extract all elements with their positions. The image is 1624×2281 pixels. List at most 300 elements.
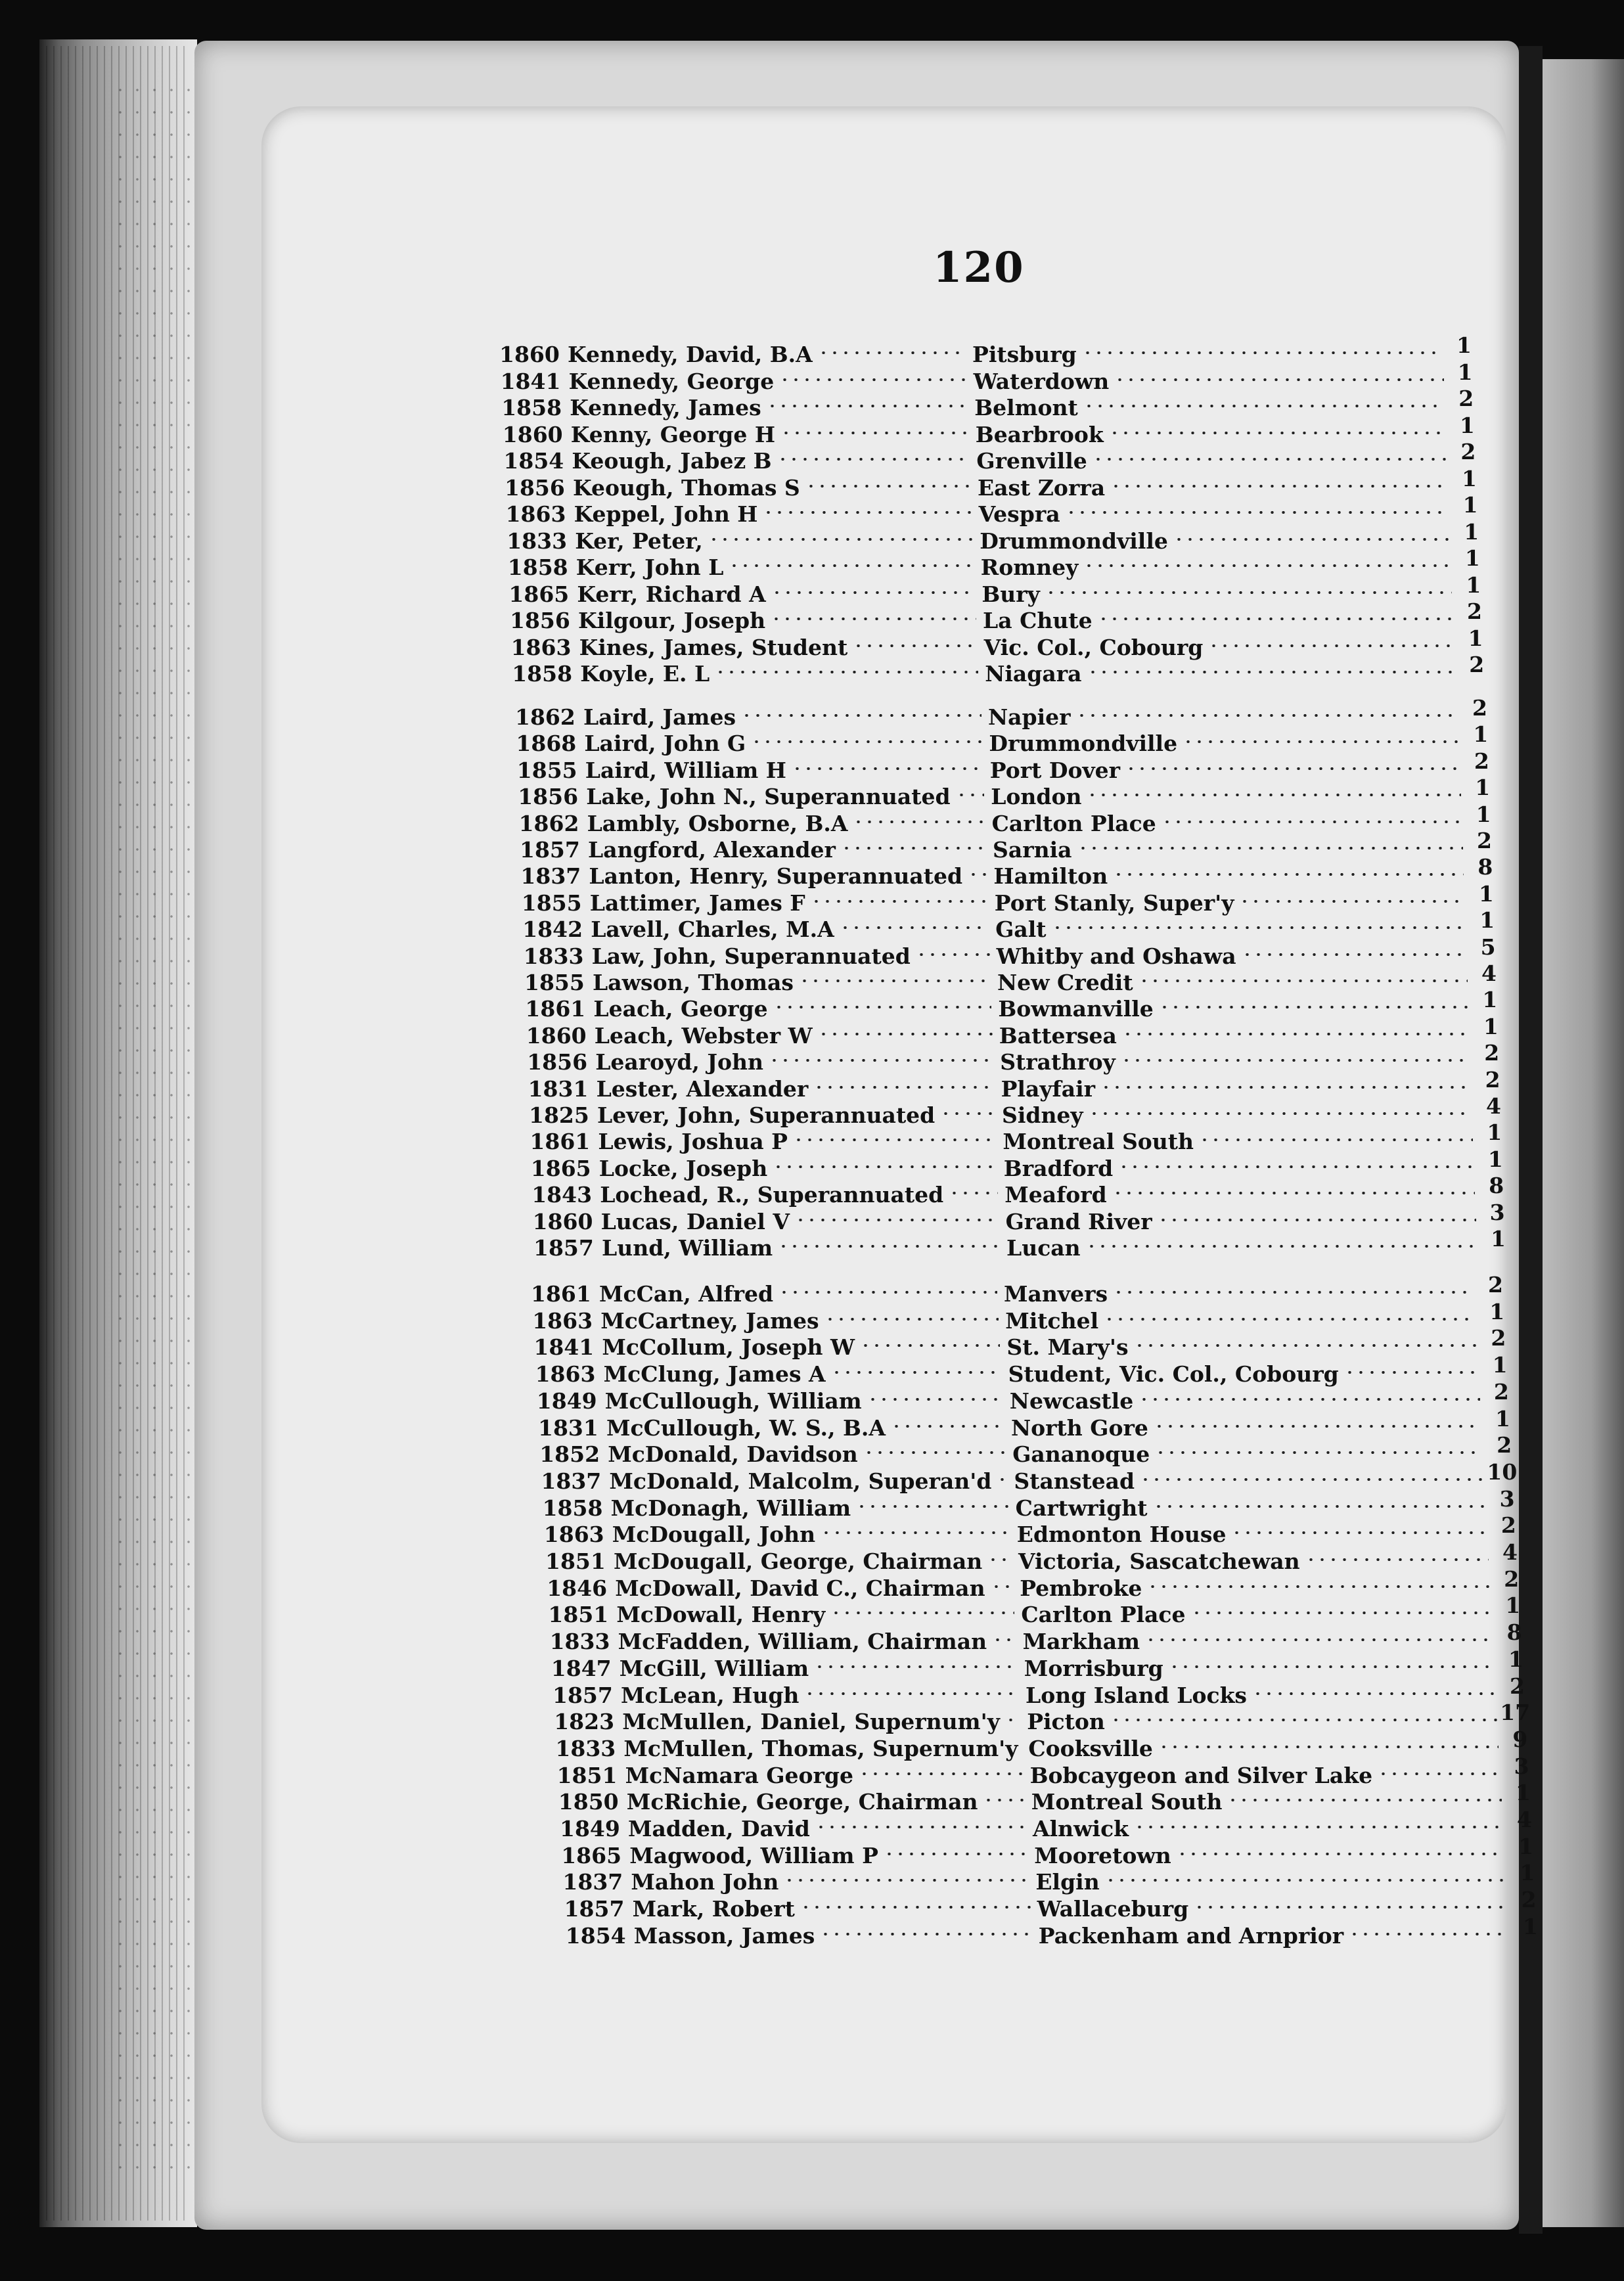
entry-count: 1 [1489, 1298, 1505, 1324]
entry-count: 2 [1484, 1040, 1500, 1066]
entry-place: Bradford [1003, 1155, 1114, 1181]
list-item [542, 1485, 1568, 1522]
entry-year: 1861 [531, 1281, 591, 1307]
entry-name: Ker, Peter, [575, 528, 703, 554]
entry-place: Pitsburg [972, 342, 1077, 367]
dot-leader [1098, 618, 1453, 620]
dot-leader [814, 1665, 1018, 1668]
entry-count: 3 [1489, 1199, 1505, 1225]
dot-leader [1122, 1033, 1470, 1035]
entry-count: 1 [1508, 1646, 1523, 1672]
entry-name: McMullen, Thomas, Supernum'y [623, 1735, 1018, 1761]
entry-name: Keough, Jabez B [572, 448, 772, 474]
entry-year: 1837 [541, 1468, 602, 1494]
dot-leader [824, 1318, 999, 1321]
dot-leader [968, 873, 987, 876]
list-item [545, 1539, 1570, 1575]
list-item [530, 1119, 1554, 1155]
entry-count: 4 [1517, 1807, 1532, 1832]
dot-leader [767, 405, 968, 407]
entry-count: 2 [1458, 386, 1474, 411]
entry-name: Lever, John, Superannuated [597, 1102, 936, 1128]
dot-leader [1191, 1612, 1492, 1614]
list-item [543, 1512, 1569, 1548]
entry-place: Bury [981, 581, 1040, 607]
dot-leader [792, 767, 983, 770]
dot-leader [1052, 926, 1466, 929]
dot-leader [1134, 1344, 1477, 1347]
list-item [508, 572, 1533, 608]
list-item [510, 598, 1535, 634]
entry-place: Niagara [985, 661, 1082, 687]
entry-place: Lucan [1006, 1235, 1081, 1261]
entry-count: 2 [1485, 1066, 1500, 1093]
dot-leader [1231, 1531, 1487, 1534]
entry-place: Long Island Locks [1026, 1682, 1248, 1708]
entry-year: 1856 [518, 784, 579, 810]
list-item [562, 1860, 1587, 1895]
entry-year: 1857 [564, 1896, 625, 1922]
entry-place: Bowmanville [998, 996, 1154, 1022]
entry-year: 1841 [500, 368, 561, 394]
entry-place: Mooretown [1034, 1842, 1171, 1868]
entry-count: 2 [1500, 1512, 1516, 1539]
dot-leader [997, 1478, 1007, 1481]
entry-count: 8 [1489, 1173, 1504, 1199]
list-item [501, 386, 1526, 421]
dot-leader [1344, 1371, 1479, 1374]
list-item [503, 439, 1528, 474]
list-item [531, 1173, 1556, 1208]
dot-leader [1158, 1219, 1476, 1221]
dot-leader [1139, 1398, 1480, 1401]
entry-name: Law, John, Superannuated [591, 943, 911, 969]
entry-year: 1863 [535, 1361, 596, 1388]
dot-leader [1139, 980, 1468, 982]
dot-leader [815, 1826, 1026, 1828]
entry-name: McDougall, George, Chairman [614, 1548, 983, 1574]
dot-leader [811, 900, 988, 903]
dot-leader [820, 1933, 1031, 1935]
entry-year: 1857 [520, 837, 580, 863]
entry-place: Gananoque [1012, 1441, 1150, 1468]
entry-count: 1 [1464, 518, 1479, 545]
entry-name: Locke, Joseph [598, 1155, 768, 1181]
entry-count: 2 [1467, 598, 1482, 624]
entry-name: Kennedy, David, B.A [568, 342, 813, 367]
list-item [536, 1378, 1562, 1414]
dot-leader [793, 1139, 996, 1141]
list-item [561, 1833, 1586, 1869]
entry-count: 8 [1506, 1619, 1522, 1646]
dot-leader [1045, 591, 1453, 594]
entry-place: Pembroke [1020, 1575, 1142, 1601]
entry-name: Keppel, John H [574, 501, 758, 527]
entry-name: McCullough, William [604, 1388, 862, 1414]
entry-year: 1831 [528, 1075, 589, 1102]
list-item [560, 1807, 1585, 1842]
entry-year: 1861 [530, 1129, 591, 1155]
entry-count: 1 [1479, 907, 1495, 934]
entry-count: 2 [1460, 439, 1476, 464]
dot-leader [1242, 953, 1467, 956]
entry-name: Magwood, William P [629, 1842, 878, 1868]
entry-name: Lanton, Henry, Superannuated [589, 863, 963, 890]
list-item [499, 332, 1524, 368]
entry-place: Manvers [1004, 1281, 1108, 1307]
entry-count: 3 [1499, 1485, 1515, 1512]
entry-place: Montreal South [1031, 1789, 1223, 1815]
entry-name: McCullough, W. S., B.A [606, 1414, 886, 1441]
entry-name: McNamara George [625, 1762, 853, 1788]
entry-place: Edmonton House [1016, 1522, 1227, 1548]
page-number: 120 [933, 243, 1025, 292]
entry-name: Lochead, R., Superannuated [600, 1182, 944, 1208]
dot-leader [1158, 1746, 1499, 1748]
list-item [510, 625, 1536, 661]
entry-year: 1831 [538, 1414, 598, 1441]
dot-leader [1105, 1879, 1506, 1882]
entry-place: Grenville [976, 448, 1087, 474]
dot-leader [799, 980, 991, 982]
list-item [533, 1325, 1558, 1361]
dot-leader [773, 1165, 997, 1168]
dot-leader [1162, 821, 1462, 823]
dot-leader [1077, 847, 1463, 849]
entry-count: 2 [1491, 1325, 1506, 1351]
dot-leader [860, 1344, 1000, 1347]
list-item [515, 695, 1540, 731]
entry-count: 2 [1510, 1673, 1525, 1699]
entry-year: 1855 [524, 970, 585, 995]
entry-place: Morrisburg [1024, 1655, 1163, 1681]
entry-place: Hamilton [993, 863, 1108, 890]
entry-name: McLean, Hugh [621, 1682, 800, 1708]
dot-leader [1005, 1719, 1020, 1721]
entry-name: McDonald, Malcolm, Superan'd [609, 1468, 992, 1494]
entry-year: 1858 [512, 661, 573, 687]
entry-count: 1 [1478, 880, 1494, 907]
dot-leader [1087, 794, 1461, 796]
dot-leader [751, 740, 982, 743]
entry-place: Bobcaygeon and Silver Lake [1029, 1762, 1373, 1788]
entry-place: New Credit [997, 970, 1133, 995]
entry-place: Port Dover [989, 757, 1121, 783]
dot-leader [708, 538, 973, 541]
list-item [524, 960, 1549, 996]
entry-year: 1858 [542, 1495, 603, 1521]
page-edge-speckle [112, 79, 191, 2181]
entry-count: 4 [1486, 1093, 1501, 1119]
dot-leader [777, 458, 970, 461]
list-item [518, 775, 1543, 810]
entry-count: 2 [1474, 748, 1489, 774]
entry-name: Lester, Alexander [596, 1075, 809, 1102]
entry-place: Strathroy [1000, 1049, 1116, 1075]
list-item [551, 1646, 1576, 1682]
entry-name: Learoyd, John [595, 1049, 764, 1075]
dot-leader [940, 1112, 995, 1115]
entry-place: St. Mary's [1006, 1334, 1129, 1361]
entry-place: Cooksville [1028, 1735, 1153, 1761]
entry-name: Kines, James, Student [579, 634, 848, 660]
entry-place: Elgin [1035, 1869, 1100, 1895]
dot-leader [983, 1799, 1024, 1801]
entry-place: Wallaceburg [1037, 1896, 1189, 1922]
entry-name: McMullen, Daniel, Supernum'y [622, 1709, 1000, 1735]
dot-leader [863, 1451, 1006, 1454]
entry-year: 1851 [545, 1548, 606, 1574]
entry-year: 1863 [505, 501, 566, 527]
entry-place: Montreal South [1003, 1129, 1194, 1155]
entry-year: 1861 [525, 996, 586, 1022]
dot-leader [1153, 1505, 1486, 1508]
list-item [525, 987, 1550, 1022]
dot-leader [1083, 405, 1445, 407]
list-item [532, 1298, 1557, 1334]
dot-leader [778, 1245, 1000, 1248]
list-item [527, 1040, 1552, 1075]
list-item [526, 1013, 1551, 1049]
entry-place: Newcastle [1009, 1388, 1134, 1414]
dot-leader [1183, 740, 1459, 743]
list-item [547, 1566, 1571, 1602]
entry-year: 1855 [521, 890, 582, 916]
dot-leader [840, 926, 989, 929]
dot-leader [1086, 1245, 1477, 1248]
entry-year: 1837 [520, 863, 581, 890]
dot-leader [949, 1192, 998, 1194]
entry-count: 1 [1462, 465, 1477, 491]
dot-leader [1349, 1933, 1509, 1935]
entry-name: Lambly, Osborne, B.A [587, 810, 848, 836]
entry-place: Waterdown [973, 368, 1110, 394]
list-item [554, 1700, 1579, 1735]
entry-count: 1 [1468, 625, 1483, 651]
entry-year: 1833 [523, 943, 584, 969]
entry-count: 3 [1514, 1753, 1529, 1779]
entry-place: Port Stanly, Super'y [994, 890, 1234, 916]
entry-name: Keough, Thomas S [573, 474, 800, 501]
dot-leader [1089, 1112, 1472, 1115]
list-item [528, 1066, 1553, 1102]
entry-year: 1856 [505, 474, 565, 501]
entry-year: 1846 [547, 1575, 608, 1601]
dot-leader [780, 432, 969, 434]
dot-leader [821, 1531, 1010, 1534]
entry-place: Markham [1022, 1629, 1140, 1655]
entry-count: 1 [1518, 1833, 1534, 1859]
entry-year: 1858 [507, 554, 568, 580]
dot-leader [1066, 511, 1449, 514]
entry-year: 1851 [556, 1762, 618, 1788]
list-item [558, 1780, 1583, 1815]
dot-leader [771, 618, 976, 620]
entry-name: McDowall, David C., Chairman [615, 1575, 985, 1601]
entry-place: Vic. Col., Cobourg [983, 634, 1204, 660]
entry-place: Bearbrook [975, 421, 1104, 447]
entry-count: 1 [1520, 1860, 1535, 1886]
entry-count: 1 [1457, 359, 1473, 385]
entry-count: 1 [1515, 1780, 1531, 1806]
entry-count: 2 [1504, 1566, 1520, 1592]
entry-count: 5 [1480, 934, 1496, 960]
list-item [565, 1913, 1590, 1949]
dot-leader [741, 714, 981, 717]
dot-leader [729, 564, 974, 567]
dot-leader [1125, 767, 1460, 770]
entry-year: 1858 [501, 395, 562, 420]
entry-name: McCollum, Joseph W [602, 1334, 855, 1361]
entry-name: Lattimer, James F [589, 890, 805, 916]
dot-leader [1140, 1478, 1484, 1481]
entry-year: 1865 [561, 1842, 622, 1868]
entry-year: 1855 [516, 757, 577, 783]
entry-place: Napier [988, 704, 1071, 730]
entry-year: 1860 [532, 1208, 593, 1234]
entry-year: 1863 [543, 1522, 604, 1548]
entry-place: Battersea [999, 1022, 1117, 1049]
entry-name: Lucas, Daniel V [600, 1208, 790, 1234]
entry-name: Mahon John [631, 1869, 779, 1895]
entry-year: 1825 [529, 1102, 589, 1128]
entry-year: 1854 [503, 448, 564, 474]
entry-count: 2 [1469, 652, 1485, 677]
entry-count: 1 [1491, 1226, 1506, 1252]
list-item [538, 1405, 1563, 1441]
list-item [535, 1352, 1560, 1388]
entry-year: 1857 [533, 1235, 594, 1261]
dot-leader [1118, 1165, 1474, 1168]
entry-name: Kilgour, Joseph [578, 608, 766, 633]
entry-count: 1 [1476, 801, 1491, 827]
list-item [522, 907, 1547, 943]
list-item [549, 1619, 1575, 1655]
entry-name: McCartney, James [600, 1307, 819, 1334]
entry-count: 2 [1477, 828, 1492, 853]
list-item [539, 1432, 1564, 1468]
dot-leader [771, 591, 976, 594]
entry-year: 1856 [510, 608, 570, 633]
entry-year: 1854 [565, 1922, 626, 1949]
entry-year: 1865 [530, 1155, 591, 1181]
entry-name: McClung, James A [603, 1361, 826, 1388]
entry-count: 2 [1472, 695, 1487, 721]
entry-name: Koyle, E. L [580, 661, 710, 687]
entry-year: 1860 [499, 342, 560, 367]
entry-year: 1856 [527, 1049, 588, 1075]
dot-leader [1104, 1318, 1476, 1321]
list-item [533, 1226, 1558, 1261]
list-item [531, 1272, 1556, 1307]
entry-year: 1823 [554, 1709, 615, 1735]
entry-count: 1 [1462, 492, 1478, 518]
entry-place: Vespra [978, 501, 1060, 527]
dot-leader [991, 1585, 1014, 1588]
entry-name: Lawson, Thomas [593, 970, 794, 995]
dot-leader [784, 1879, 1029, 1882]
list-item [520, 828, 1545, 863]
entry-count: 2 [1493, 1378, 1509, 1405]
entry-year: 1865 [508, 581, 570, 607]
entry-place: Sidney [1002, 1102, 1083, 1128]
list-item [529, 1093, 1554, 1129]
dot-leader [1208, 644, 1454, 647]
dot-leader [1082, 351, 1443, 354]
entry-place: Victoria, Sascatchewan [1018, 1548, 1300, 1574]
entry-name: Laird, James [583, 704, 736, 730]
entry-year: 1852 [539, 1441, 600, 1468]
list-item [532, 1199, 1558, 1235]
entry-year: 1850 [558, 1789, 619, 1815]
entry-year: 1862 [515, 704, 575, 730]
dot-leader [1109, 432, 1446, 434]
dot-leader [1121, 1059, 1470, 1062]
dot-leader [1145, 1638, 1493, 1641]
dot-leader [1113, 1291, 1474, 1294]
entry-name: Lund, William [602, 1235, 773, 1261]
dot-leader [1169, 1665, 1495, 1668]
entry-count: 1 [1495, 1405, 1510, 1432]
entry-year: 1843 [531, 1182, 593, 1208]
list-item [512, 652, 1537, 687]
dot-leader [1305, 1558, 1489, 1561]
entry-count: 1 [1522, 1913, 1538, 1939]
list-item [548, 1592, 1573, 1628]
entry-place: Picton [1027, 1709, 1105, 1735]
entry-name: Kennedy, James [570, 395, 761, 420]
dot-leader [956, 794, 985, 796]
dot-leader [715, 671, 978, 673]
entry-name: Lavell, Charles, M.A [591, 916, 834, 943]
entry-name: McFadden, William, Chairman [618, 1629, 987, 1655]
entry-name: Kerr, John L [575, 554, 724, 580]
list-item [521, 880, 1546, 916]
entry-name: Lake, John N., Superannuated [586, 784, 951, 810]
list-item [502, 412, 1527, 448]
entry-place: Carlton Place [1021, 1602, 1186, 1628]
entry-count: 8 [1477, 854, 1493, 880]
dot-leader [1110, 1719, 1497, 1721]
entry-place: London [991, 784, 1082, 810]
entry-place: East Zorra [978, 474, 1106, 501]
dot-leader [1177, 1853, 1504, 1855]
dot-leader [831, 1371, 1002, 1374]
dot-leader [1154, 1425, 1481, 1428]
entry-name: Kennedy, George [568, 368, 775, 394]
entry-place: Drummondville [980, 528, 1168, 554]
entry-count: 1 [1456, 332, 1472, 358]
dot-leader [795, 1219, 999, 1221]
dot-leader [853, 644, 977, 647]
entry-count: 2 [1521, 1887, 1537, 1913]
entry-count: 1 [1475, 775, 1491, 801]
entry-name: Madden, David [628, 1816, 810, 1841]
entry-count: 1 [1466, 572, 1481, 598]
dot-leader [1112, 1192, 1475, 1194]
entry-year: 1868 [516, 731, 577, 757]
list-item [507, 518, 1531, 554]
entry-count: 4 [1481, 960, 1497, 986]
list-item [564, 1887, 1589, 1922]
entry-place: Alnwick [1033, 1816, 1129, 1841]
list-item [507, 545, 1533, 581]
entry-count: 1 [1473, 721, 1489, 748]
entry-count: 4 [1502, 1539, 1518, 1565]
dot-leader [1087, 671, 1456, 673]
list-item [555, 1726, 1580, 1762]
dot-leader [813, 1086, 994, 1089]
